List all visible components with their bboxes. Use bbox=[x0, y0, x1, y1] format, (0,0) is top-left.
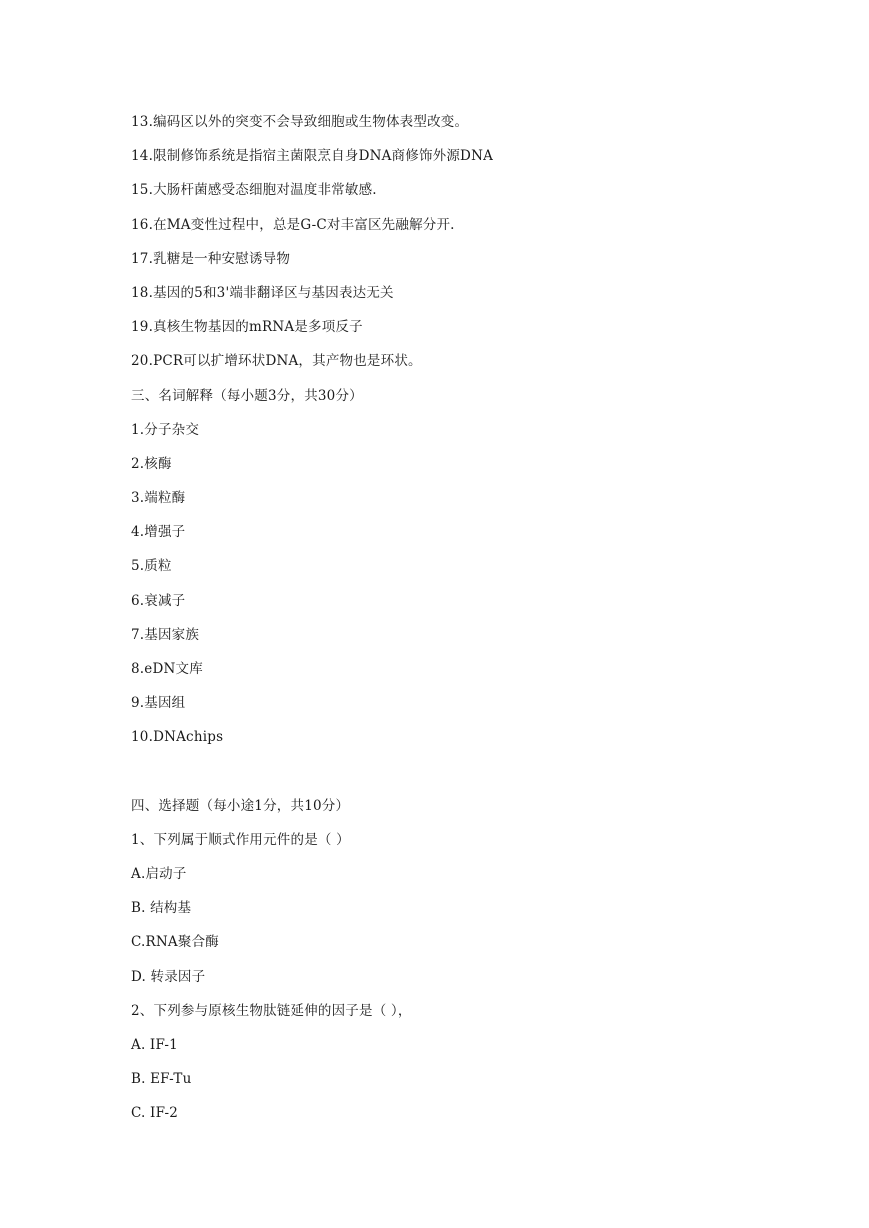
term-item: 5.质粒 bbox=[131, 558, 172, 575]
document-body bbox=[131, 111, 771, 1136]
tf-item-13: 13.编码区以外的突变不会导致细胞或生物体表型改变。 bbox=[131, 114, 469, 130]
term-item: 6.衰减子 bbox=[131, 592, 186, 609]
tf-item-14: 14.限制修饰系统是指宿主菌限烹自身DNA商修饰外源DNA bbox=[131, 148, 494, 165]
term-item: 1.分子杂交 bbox=[131, 421, 200, 438]
question-2-option: C. IF-2 bbox=[131, 1105, 179, 1122]
question-2-stem: 2、下列参与原核生物肽链延伸的因子是（ ）， bbox=[131, 1002, 412, 1019]
term-item: 9.基因组 bbox=[131, 695, 186, 712]
blank-line bbox=[131, 761, 771, 795]
question-1-stem: 1、下列属于顺式作用元件的是（ ） bbox=[131, 831, 350, 848]
term-item: 4.增强子 bbox=[131, 524, 186, 541]
term-item: 2.核酶 bbox=[131, 455, 172, 472]
tf-item-18: 18.基因的5和3'端非翻译区与基因表达无关 bbox=[131, 284, 394, 301]
tf-item-17: 17.乳糖是一种安慰诱导物 bbox=[131, 250, 291, 267]
term-item: 7.基因家族 bbox=[131, 626, 200, 643]
section-heading-terms: 三、名词解释（每小题3分，共30分） bbox=[131, 387, 363, 404]
section-heading-choice: 四、选择题（每小途1分，共10分） bbox=[131, 797, 350, 814]
question-1-option: C.RNA聚合酶 bbox=[131, 934, 219, 951]
term-item: 3.端粒酶 bbox=[131, 490, 186, 507]
tf-item-19: 19.真核生物基因的mRNA是多项反子 bbox=[131, 319, 363, 336]
question-1-option: B. 结构基 bbox=[131, 900, 192, 917]
question-1-option: A.启动子 bbox=[131, 865, 187, 882]
tf-item-16: 16.在MA变性过程中，总是G-C对丰富区先融解分开. bbox=[131, 216, 455, 233]
term-item: 8.eDN文库 bbox=[131, 661, 203, 677]
tf-item-20: 20.PCR可以扩增环状DNA，其产物也是环状。 bbox=[131, 353, 422, 370]
question-1-option: D. 转录因子 bbox=[131, 968, 206, 985]
question-2-option: B. EF-Tu bbox=[131, 1071, 192, 1088]
question-2-option: A. IF-1 bbox=[131, 1036, 178, 1053]
tf-item-15: 15.大肠杆菌感受态细胞对温度非常敏感. bbox=[131, 182, 377, 199]
term-item: 10.DNAchips bbox=[131, 729, 224, 746]
